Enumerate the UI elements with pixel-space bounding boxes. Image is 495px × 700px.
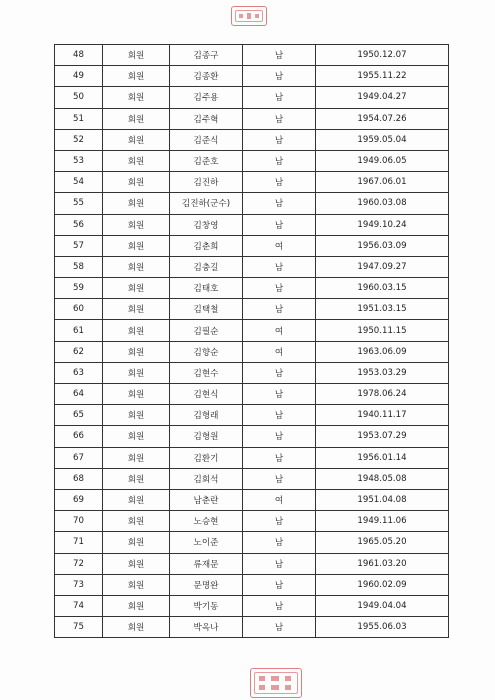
member-name: 노승현	[170, 511, 243, 532]
member-birthdate: 1947.09.27	[316, 256, 449, 277]
member-number: 52	[55, 129, 103, 150]
member-role: 회원	[103, 278, 170, 299]
member-number: 65	[55, 405, 103, 426]
member-role: 회원	[103, 426, 170, 447]
member-name: 김형원	[170, 426, 243, 447]
member-name: 김태호	[170, 278, 243, 299]
member-name: 김춘희	[170, 235, 243, 256]
table-row	[55, 235, 449, 256]
member-birthdate: 1978.06.24	[316, 384, 449, 405]
table-row	[55, 129, 449, 150]
member-sex: 여	[243, 235, 316, 256]
member-role: 회원	[103, 214, 170, 235]
member-birthdate: 1949.06.05	[316, 150, 449, 171]
table-row	[55, 256, 449, 277]
member-role: 회원	[103, 45, 170, 66]
member-number: 71	[55, 532, 103, 553]
member-birthdate: 1960.03.15	[316, 278, 449, 299]
member-name: 김필순	[170, 320, 243, 341]
member-number: 58	[55, 256, 103, 277]
member-birthdate: 1955.11.22	[316, 66, 449, 87]
member-sex: 여	[243, 320, 316, 341]
member-role: 회원	[103, 256, 170, 277]
member-name: 김종구	[170, 45, 243, 66]
table-row	[55, 384, 449, 405]
member-role: 회원	[103, 362, 170, 383]
member-name: 김진하	[170, 172, 243, 193]
member-role: 회원	[103, 511, 170, 532]
member-name: 김진하(군수)	[170, 193, 243, 214]
member-name: 김환기	[170, 447, 243, 468]
member-sex: 남	[243, 553, 316, 574]
member-name: 김준식	[170, 129, 243, 150]
member-sex: 남	[243, 278, 316, 299]
member-role: 회원	[103, 574, 170, 595]
member-birthdate: 1950.11.15	[316, 320, 449, 341]
member-role: 회원	[103, 384, 170, 405]
member-name: 김창영	[170, 214, 243, 235]
member-sex: 남	[243, 362, 316, 383]
member-name: 문명완	[170, 574, 243, 595]
member-sex: 남	[243, 150, 316, 171]
member-number: 54	[55, 172, 103, 193]
member-birthdate: 1956.03.09	[316, 235, 449, 256]
member-birthdate: 1961.03.20	[316, 553, 449, 574]
member-number: 74	[55, 595, 103, 616]
member-number: 49	[55, 66, 103, 87]
member-name: 김택철	[170, 299, 243, 320]
member-number: 70	[55, 511, 103, 532]
member-sex: 여	[243, 489, 316, 510]
member-role: 회원	[103, 320, 170, 341]
member-name: 김현수	[170, 362, 243, 383]
member-number: 72	[55, 553, 103, 574]
member-number: 73	[55, 574, 103, 595]
member-sex: 남	[243, 447, 316, 468]
member-birthdate: 1949.11.06	[316, 511, 449, 532]
member-role: 회원	[103, 595, 170, 616]
member-number: 63	[55, 362, 103, 383]
table-row	[55, 532, 449, 553]
table-row	[55, 320, 449, 341]
member-role: 회원	[103, 150, 170, 171]
member-name: 김형래	[170, 405, 243, 426]
table-row	[55, 150, 449, 171]
member-name: 박기동	[170, 595, 243, 616]
member-sex: 남	[243, 574, 316, 595]
member-role: 회원	[103, 447, 170, 468]
member-name: 김주혁	[170, 108, 243, 129]
table-row	[55, 108, 449, 129]
member-name: 김주용	[170, 87, 243, 108]
member-sex: 여	[243, 341, 316, 362]
member-number: 56	[55, 214, 103, 235]
table-row	[55, 511, 449, 532]
member-name: 류재문	[170, 553, 243, 574]
member-sex: 남	[243, 511, 316, 532]
table-row	[55, 362, 449, 383]
member-number: 53	[55, 150, 103, 171]
member-role: 회원	[103, 489, 170, 510]
table-row	[55, 553, 449, 574]
member-number: 51	[55, 108, 103, 129]
member-sex: 남	[243, 66, 316, 87]
member-number: 48	[55, 45, 103, 66]
member-sex: 남	[243, 468, 316, 489]
member-number: 62	[55, 341, 103, 362]
table-row	[55, 468, 449, 489]
member-name: 박옥나	[170, 617, 243, 638]
member-sex: 남	[243, 595, 316, 616]
member-name: 김준호	[170, 150, 243, 171]
member-number: 75	[55, 617, 103, 638]
member-number: 60	[55, 299, 103, 320]
member-birthdate: 1940.11.17	[316, 405, 449, 426]
member-number: 55	[55, 193, 103, 214]
member-number: 66	[55, 426, 103, 447]
member-name: 남춘란	[170, 489, 243, 510]
member-birthdate: 1949.04.04	[316, 595, 449, 616]
member-role: 회원	[103, 341, 170, 362]
table-row	[55, 87, 449, 108]
member-name: 김회석	[170, 468, 243, 489]
member-sex: 남	[243, 256, 316, 277]
member-sex: 남	[243, 87, 316, 108]
member-sex: 남	[243, 45, 316, 66]
member-birthdate: 1948.05.08	[316, 468, 449, 489]
member-sex: 남	[243, 426, 316, 447]
member-role: 회원	[103, 172, 170, 193]
member-birthdate: 1951.04.08	[316, 489, 449, 510]
member-sex: 남	[243, 405, 316, 426]
member-sex: 남	[243, 617, 316, 638]
member-birthdate: 1950.12.07	[316, 45, 449, 66]
red-seal-stamp-bottom	[250, 668, 302, 698]
member-role: 회원	[103, 66, 170, 87]
table-row	[55, 214, 449, 235]
member-roster-table	[54, 44, 449, 638]
member-sex: 남	[243, 108, 316, 129]
table-row	[55, 172, 449, 193]
member-name: 김현식	[170, 384, 243, 405]
table-row	[55, 595, 449, 616]
table-row	[55, 426, 449, 447]
member-sex: 남	[243, 299, 316, 320]
member-role: 회원	[103, 108, 170, 129]
table-row	[55, 299, 449, 320]
member-role: 회원	[103, 617, 170, 638]
member-sex: 남	[243, 172, 316, 193]
table-row	[55, 617, 449, 638]
member-role: 회원	[103, 468, 170, 489]
member-number: 61	[55, 320, 103, 341]
member-birthdate: 1960.03.08	[316, 193, 449, 214]
member-number: 50	[55, 87, 103, 108]
member-birthdate: 1967.06.01	[316, 172, 449, 193]
table-row	[55, 405, 449, 426]
member-birthdate: 1960.02.09	[316, 574, 449, 595]
member-number: 67	[55, 447, 103, 468]
member-role: 회원	[103, 532, 170, 553]
member-number: 57	[55, 235, 103, 256]
table-row	[55, 45, 449, 66]
member-birthdate: 1955.06.03	[316, 617, 449, 638]
member-birthdate: 1954.07.26	[316, 108, 449, 129]
member-sex: 남	[243, 532, 316, 553]
member-birthdate: 1963.06.09	[316, 341, 449, 362]
member-sex: 남	[243, 129, 316, 150]
table-row	[55, 66, 449, 87]
member-role: 회원	[103, 193, 170, 214]
member-birthdate: 1949.10.24	[316, 214, 449, 235]
member-number: 68	[55, 468, 103, 489]
member-number: 59	[55, 278, 103, 299]
member-name: 노이준	[170, 532, 243, 553]
member-birthdate: 1953.07.29	[316, 426, 449, 447]
member-role: 회원	[103, 553, 170, 574]
red-seal-stamp-top	[231, 6, 267, 26]
member-name: 김향순	[170, 341, 243, 362]
member-name: 김종환	[170, 66, 243, 87]
member-role: 회원	[103, 299, 170, 320]
member-name: 김충길	[170, 256, 243, 277]
table-row	[55, 489, 449, 510]
table-row	[55, 193, 449, 214]
member-number: 69	[55, 489, 103, 510]
member-birthdate: 1949.04.27	[316, 87, 449, 108]
table-row	[55, 278, 449, 299]
member-sex: 남	[243, 384, 316, 405]
table-row	[55, 574, 449, 595]
member-role: 회원	[103, 87, 170, 108]
member-birthdate: 1953.03.29	[316, 362, 449, 383]
member-birthdate: 1965.05.20	[316, 532, 449, 553]
member-birthdate: 1956.01.14	[316, 447, 449, 468]
member-sex: 남	[243, 214, 316, 235]
table-row	[55, 447, 449, 468]
member-birthdate: 1951.03.15	[316, 299, 449, 320]
member-birthdate: 1959.05.04	[316, 129, 449, 150]
member-role: 회원	[103, 235, 170, 256]
member-sex: 남	[243, 193, 316, 214]
member-role: 회원	[103, 405, 170, 426]
table-row	[55, 341, 449, 362]
member-number: 64	[55, 384, 103, 405]
member-role: 회원	[103, 129, 170, 150]
